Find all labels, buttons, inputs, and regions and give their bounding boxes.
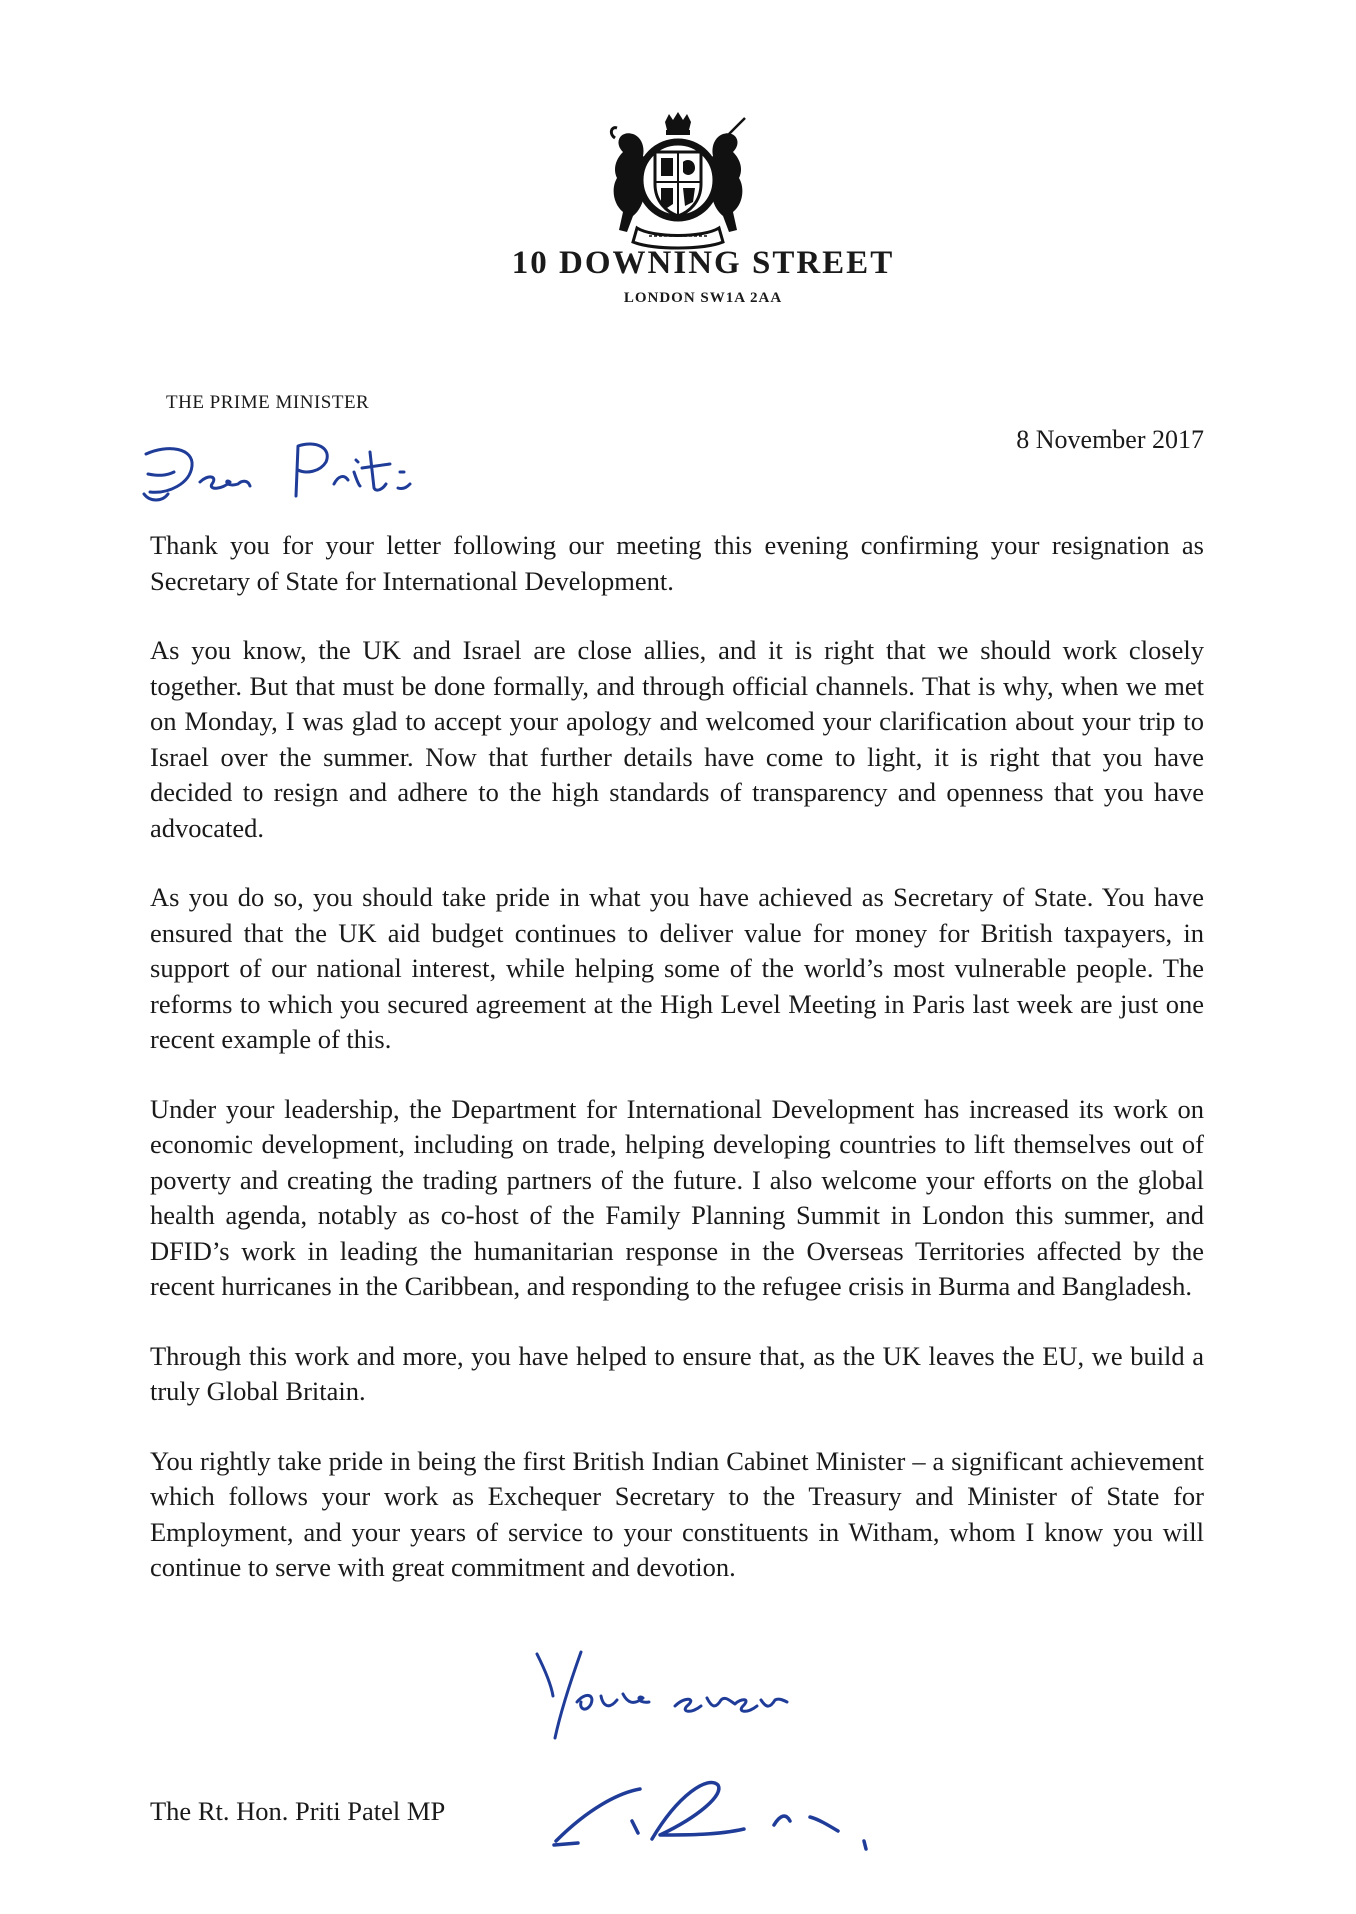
sender-office: THE PRIME MINISTER — [166, 392, 370, 413]
body-paragraph-5: Through this work and more, you have helped to ensure that, as the UK leaves the EU, we build a truly Global Britain. — [150, 1340, 1204, 1406]
letter-body — [150, 528, 1204, 1620]
body-paragraph-2: As you know, the UK and Israel are close allies, and it is right that we should work closely together. But that must be done formally, and through official channels. That is why, when we met on Monday, I was glad to accept your apology and welcomed your clarification about your trip to Israel over the summer. Now that further details have come to light, it is right that you have decided to resign and adhere to the high standards of transparency and openness that you have advocated. — [150, 635, 1204, 843]
body-paragraph-6: You rightly take pride in being the first British Indian Cabinet Minister – a significant achievement which follows your work as Exchequer Secretary to the Treasury and Minister of State for Employment, and your years of service to your constituents in Witham, whom I know you will continue to serve with great commitment and devotion. — [150, 1445, 1204, 1582]
handwritten-signoff — [525, 1640, 845, 1750]
recipient-name: The Rt. Hon. Priti Patel MP — [150, 1796, 446, 1826]
letter-date: 8 November 2017 — [1016, 425, 1204, 454]
body-paragraph-1: Thank you for your letter following our meeting this evening confirming your resignation as Secretary of State for International Development. — [150, 530, 1204, 596]
body-paragraph-3: As you do so, you should take pride in what you have achieved as Secretary of State. You have ensured that the UK aid budget continues to deliver value for money for British taxpayers, in support of our national interest, while helping some of the world’s most vulnerable people. The reforms to which you secured agreement at the High Level Meeting in Paris last week are just one recent example of this. — [150, 882, 1204, 1054]
royal-coat-of-arms-icon — [603, 112, 753, 250]
letterhead-postcode: LONDON SW1A 2AA — [623, 290, 783, 306]
body-paragraph-4: Under your leadership, the Department for International Development has increased its work on economic development, including on trade, helping developing countries to lift themselves out of poverty and creating the trading partners of the future. I also welcome your efforts on the global health agenda, notably as co-host of the Family Planning Summit in London this summer, and DFID’s work in leading the humanitarian response in the Overseas Territories affected by the recent hurricanes in the Caribbean, and responding to the refugee crisis in Burma and Bangladesh. — [150, 1093, 1204, 1301]
handwritten-salutation — [138, 432, 428, 512]
signature — [548, 1755, 888, 1875]
letterhead-address: 10 DOWNING STREET — [511, 245, 895, 281]
